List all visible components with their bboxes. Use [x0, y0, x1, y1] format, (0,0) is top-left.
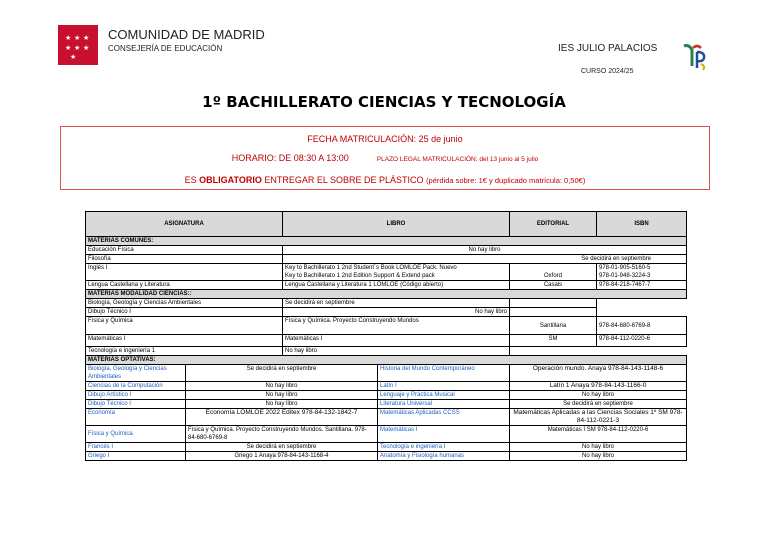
- book-cell: Se decidirá en septiembre: [283, 255, 687, 264]
- table-row: [86, 382, 687, 391]
- optional-subject-right: Lenguaje y Práctica Musical: [378, 391, 510, 400]
- header-editorial: EDITORIAL: [510, 212, 597, 237]
- subject-cell: Física y Química: [86, 317, 283, 335]
- optional-book-left: Se decidirá en septiembre: [186, 365, 378, 382]
- table-row: [86, 335, 687, 347]
- optional-subject-left: Ciencias de la Computación: [86, 382, 186, 391]
- book-cell: Matemáticas I: [283, 335, 510, 347]
- optional-book-left: Griego 1 Anaya 978-84-143-1168-4: [186, 452, 378, 461]
- optional-subject-left: Biología, Geología y Ciencias Ambientales: [86, 365, 186, 382]
- table-header-row: [86, 212, 687, 237]
- optional-book-right: Latín 1 Anaya 978-84-143-1166-0: [510, 382, 687, 391]
- optional-subject-right: Anatomía y Fisiología humanas: [378, 452, 510, 461]
- organization-subtitle: CONSEJERÍA DE EDUCACIÓN: [108, 44, 223, 53]
- table-row: [86, 347, 687, 356]
- optional-book-left: No hay libro: [186, 382, 378, 391]
- book-cell: Física y Química. Proyecto Construyendo Mundos: [283, 317, 510, 335]
- isbn-line: 978-01-905-5160-5: [599, 265, 651, 271]
- empty-cell: [597, 347, 687, 356]
- optional-book-right: No hay libro: [510, 391, 687, 400]
- editorial-cell: [510, 299, 597, 308]
- section-label: MATERIAS OPTATIVAS:: [86, 356, 687, 365]
- editorial-cell: Oxford: [510, 264, 597, 281]
- subject-cell: Biología, Geología y Ciencias Ambientales: [86, 299, 283, 308]
- header-subject: ASIGNATURA: [86, 212, 283, 237]
- book-cell: No hay libro: [283, 246, 687, 255]
- isbn-cell: 978-84-680-6769-8: [597, 317, 687, 335]
- table-row: [86, 400, 687, 409]
- notice-small: (pérdida sobre: 1€ y duplicado matrícula: 0,50€): [426, 176, 586, 185]
- comunidad-madrid-logo: ★ ★ ★ ★ ★ ★ ★: [58, 25, 98, 65]
- book-cell: [283, 264, 510, 281]
- organization-block: [108, 27, 265, 53]
- section-label: MATERIAS COMUNES:: [86, 237, 687, 246]
- isbn-line: 978-01-948-3224-3: [599, 273, 651, 279]
- book-line: Key to Bachillerato 1 2nd Edition Support & Extend pack: [285, 273, 435, 279]
- notice-pre: ES: [184, 175, 200, 185]
- optional-book-right: Matemáticas I SM 978-84-112-0220-6: [510, 426, 687, 443]
- isbn-cell: 978-84-112-0220-6: [597, 335, 687, 347]
- header-isbn: ISBN: [597, 212, 687, 237]
- editorial-cell: [510, 308, 597, 317]
- table-row: [86, 443, 687, 452]
- notice-post: ENTREGAR EL SOBRE DE PLÁSTICO: [261, 175, 427, 185]
- optional-subject-left: Francés I: [86, 443, 186, 452]
- optional-subject-right: Matemáticas I: [378, 426, 510, 443]
- book-cell: No hay libro: [283, 308, 510, 317]
- table-row: [86, 246, 687, 255]
- course-year: CURSO 2024/25: [581, 68, 634, 75]
- optional-subject-right: Tecnología e ingeniería I: [378, 443, 510, 452]
- optional-book-right: No hay libro: [510, 452, 687, 461]
- subject-cell: Dibujo Técnico I: [86, 308, 283, 317]
- notice-bold: OBLIGATORIO: [199, 175, 262, 185]
- editorial-cell: SM: [510, 335, 597, 347]
- optional-subject-left: Griego I: [86, 452, 186, 461]
- isbn-cell: 978-84-218-7467-7: [597, 281, 687, 290]
- legal-period: PLAZO LEGAL MATRICULACIÓN: del 13 junio al 5 julio: [376, 156, 539, 163]
- table-row: [86, 391, 687, 400]
- table-row: [86, 308, 687, 317]
- book-list-table: [85, 211, 687, 461]
- subject-cell: Educación Física: [86, 246, 283, 255]
- optional-book-right: Operación mundo. Anaya 978-84-143-1148-6: [510, 365, 687, 382]
- optional-book-right: Matemáticas Aplicadas a las Ciencias Sociales 1º SM 978-84-112-0221-3: [510, 409, 687, 426]
- table-row: [86, 317, 687, 335]
- school-logo-icon: [681, 42, 709, 72]
- empty-cell: [597, 308, 687, 317]
- subject-cell: Lengua Castellana y Literatura: [86, 281, 283, 290]
- school-name: IES JULIO PALACIOS: [558, 43, 658, 54]
- book-cell: Lengua Castellana y Literatura 1 LOMLOE (Código abierto): [283, 281, 510, 290]
- section-optional: [86, 356, 687, 365]
- enrollment-info-box: [60, 126, 710, 190]
- table-row: [86, 409, 687, 426]
- enrollment-date: FECHA MATRICULACIÓN: 25 de junio: [307, 134, 463, 144]
- section-modal: [86, 290, 687, 299]
- optional-book-left: Economía LOMLOE 2022 Editex 978-84-132-1842-7: [186, 409, 378, 426]
- empty-cell: [510, 347, 597, 356]
- optional-book-right: Se decidirá en septiembre: [510, 400, 687, 409]
- table-row: [86, 452, 687, 461]
- subject-cell: Matemáticas I: [86, 335, 283, 347]
- optional-book-left: No hay libro: [186, 400, 378, 409]
- optional-subject-left: Economía: [86, 409, 186, 426]
- subject-cell: Inglés I: [86, 264, 283, 281]
- table-row: [86, 264, 687, 281]
- optional-subject-right: Historia del Mundo Contemporáneo: [378, 365, 510, 382]
- book-line: Key to Bachillerato 1 2nd Student´s Book LOMLOE Pack. Nuevo: [285, 265, 457, 271]
- table-row: [86, 281, 687, 290]
- organization-name: COMUNIDAD DE MADRID: [108, 27, 265, 42]
- section-common: [86, 237, 687, 246]
- section-label: MATERIAS MODALIDAD CIENCIAS::: [86, 290, 687, 299]
- optional-book-left: No hay libro: [186, 391, 378, 400]
- optional-subject-right: Matemáticas Aplicadas CCSS: [378, 409, 510, 426]
- editorial-cell: Casals: [510, 281, 597, 290]
- enrollment-hours: HORARIO: DE 08:30 A 13:00: [231, 153, 349, 163]
- table-row: [86, 255, 687, 264]
- optional-subject-right: Latín I: [378, 382, 510, 391]
- subject-cell: Tecnología e ingeniería 1: [86, 347, 283, 356]
- empty-cell: [597, 299, 687, 308]
- optional-book-left: Física y Química. Proyecto Construyendo Mundos. Santillana. 978-84-680-6769-8: [186, 426, 378, 443]
- header-book: LIBRO: [283, 212, 510, 237]
- page-title: 1º BACHILLERATO CIENCIAS Y TECNOLOGÍA: [202, 93, 566, 111]
- optional-subject-left: Dibujo Artístico I: [86, 391, 186, 400]
- optional-book-left: Se decidirá en septiembre: [186, 443, 378, 452]
- table-row: [86, 365, 687, 382]
- isbn-cell: [597, 264, 687, 281]
- book-cell: No hay libro: [283, 347, 510, 356]
- enrollment-notice: [61, 175, 709, 185]
- optional-subject-left: Física y Química: [86, 426, 186, 443]
- optional-subject-right: Literatura Universal: [378, 400, 510, 409]
- editorial-cell: Santillana: [510, 317, 597, 335]
- table-row: [86, 426, 687, 443]
- book-cell: Se decidirá en septiembre: [283, 299, 510, 308]
- optional-book-right: No hay libro: [510, 443, 687, 452]
- enrollment-hours-line: [61, 153, 709, 163]
- table-row: [86, 299, 687, 308]
- subject-cell: Filosofía: [86, 255, 283, 264]
- optional-subject-left: Dibujo Técnico I: [86, 400, 186, 409]
